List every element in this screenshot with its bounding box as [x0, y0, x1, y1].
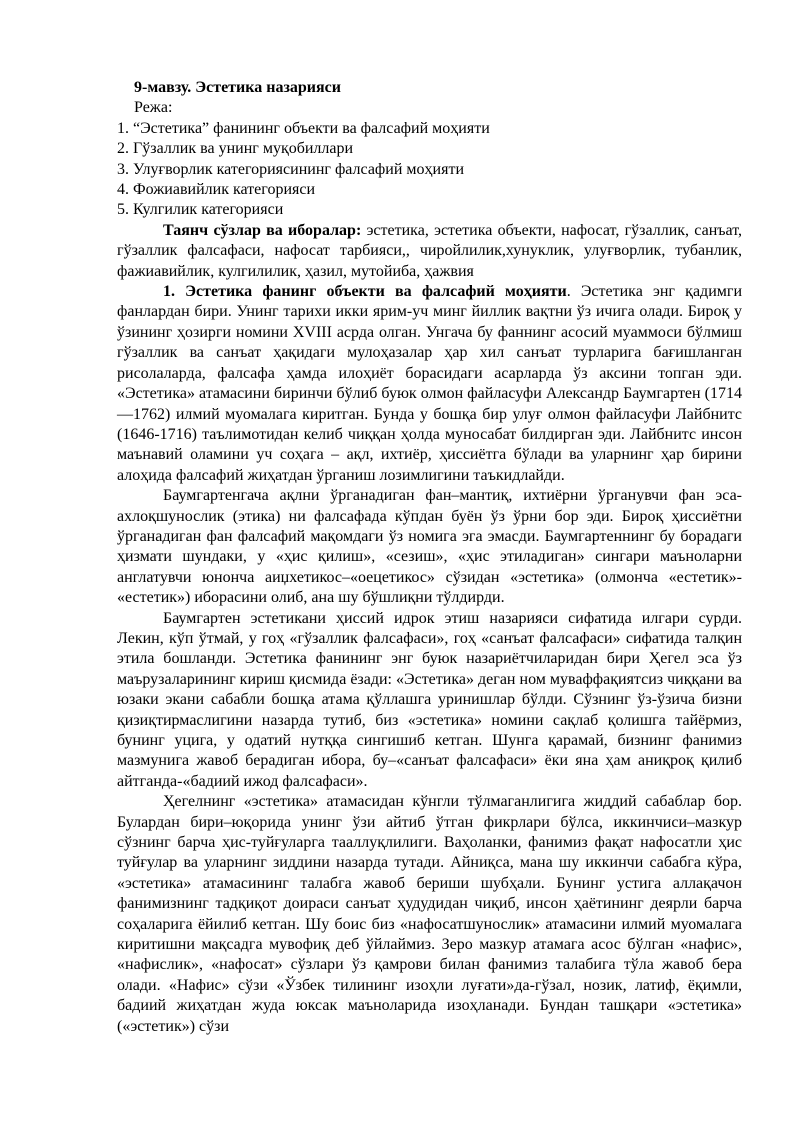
topic-title: 9-мавзу. Эстетика назарияси: [134, 79, 341, 96]
keywords-paragraph: [117, 221, 742, 282]
plan-item: 1. “Эстетика” фанининг объекти ва фалсафий моҳияти: [117, 119, 490, 137]
body-paragraph: Баумгартен эстетикани ҳиссий идрок этиш назарияси сифатида илгари сурди. Лекин, кўп ўтмай, у гоҳ «гўзаллик фалсафаси», гоҳ «санъат фалсафаси» сифатида талқин этила бошланди. Эстетика фанининг энг буюк назариётчиларидан бири Ҳегел эса ўз маърузаларининг кириш қисмида ёзади: «Эстетика» деган ном муваффақиятсиз чиққани ва юзаки экани сабабли бошқа атама қўллашга уринишлар бўлди. Сўзнинг ўз-ўзича бизни қизиқтирмаслигини назарда тутиб, биз «эстетика» номини сақлаб қолишга тайёрмиз, бунинг уцига, у одатий нутққа сингишиб кетган. Шунга қарамай, бизнинг фанимиз мазмунига жавоб берадиган ибора, бу–«санъат фалсафаси» ёки яна ҳам аниқроқ қилиб айтганда-«бадиий ижод фалсафаси».: [117, 609, 742, 790]
plan-item: 4. Фожиавийлик категорияси: [117, 181, 316, 199]
plan-item: 5. Кулгилик категорияси: [117, 201, 284, 219]
document-page: [117, 78, 742, 1037]
plan-list: [117, 119, 742, 221]
plan-label: Режа:: [134, 99, 173, 117]
section1-heading: 1. Эстетика фанинг объекти ва фалсафий моҳияти: [163, 283, 567, 301]
keywords-label: Таянч сўзлар ва иборалар:: [163, 221, 362, 239]
plan-item: 2. Гўзаллик ва унинг муқобиллари: [117, 140, 354, 158]
body-paragraph: Ҳегелнинг «эстетика» атамасидан кўнгли тўлмаганлигига жиддий сабаблар бор. Булардан бири–юқорида унинг ўзи айтиб ўтган фикрлари бўлса, иккинчиси–мазкур сўзнинг барча ҳис-туйғуларга тааллуқлилиги. Ваҳоланки, фанимиз фақат нафосатли ҳис туйғулар ва уларнинг зиддини назарда тутади. Айниқса, мана шу иккинчи сабабга кўра, «эстетика» атамасининг талабга жавоб бериши шубҳали. Бунинг устига аллақачон фанимизнинг тадқиқот доираси санъат ҳудудидан чиқиб, инсон ҳаётининг деярли барча соҳаларига ёйилиб кетган. Шу боис биз «нафосатшунослик» атамасини илмий муомалага киритишни мақсадга мувофиқ деб ўйлаймиз. Зеро мазкур атамага асос бўлган «нафис», «нафислик», «нафосат» сўзлари ўз қамрови билан фанимиз талабига тўла жавоб бера олади. «Нафис» сўзи «Ўзбек тилининг изоҳли луғати»да-гўзал, нозик, латиф, ёқимли, бадиий жиҳатдан жуда юксак маъноларида изоҳланади. Бундан ташқари «эстетика» («эстетик») сўзи: [117, 793, 742, 1035]
body-paragraph: Баумгартенгача ақлни ўрганадиган фан–мантиқ, ихтиёрни ўрганувчи фан эса-ахлоқшунослик (этика) ни фалсафада кўпдан буён ўз ўрни бор эди. Бироқ ҳиссиётни ўрганадиган фан фалсафий мақомдаги ўз номига эга эмасди. Баумгартеннинг бу борадаги ҳизмати шундаки, у «ҳис қилиш», «сезиш», «ҳис этиладиган» сингари маъноларни англатувчи юнонча аиџхетикос–«оецетикос» сўзидан «эстетика» (олмонча «естетик»- «естетик») иборасини олиб, ана шу бўшлиқни тўлдирди.: [117, 487, 742, 607]
section1-paragraph: [117, 282, 742, 486]
plan-item: 3. Улуғворлик категориясининг фалсафий моҳияти: [117, 160, 465, 178]
section1-text: . Эстетика энг қадимги фанлардан бири. Унинг тарихи икки ярим-уч минг йиллик вақтни ўз ичига олади. Бироқ у ўзининг ҳозирги номини XVIII асрда олган. Унгача бу фаннинг асосий муаммоси бўлмиш гўзаллик ва санъат ҳақидаги мулоҳазалар ҳар хил санъат турларига бағишланган рисолаларда, фалсафа ҳамда илоҳиёт борасидаги асарларда ўз аксини топган эди. «Эстетика» атамасини биринчи бўлиб буюк олмон файласуфи Александр Баумгартен (1714—1762) илмий муомалага киритган. Бунда у бошқа бир улуғ олмон файласуфи Лайбнитс (1646-1716) таълимотидан келиб чиққан ҳолда муносабат билдирган эди. Лайбнитс инсон маънавий оламини уч соҳага – ақл, ихтиёр, ҳиссиётга бўлади ва уларнинг ҳар бирини алоҳида фалсафий жиҳатдан ўрганиш лозимлигини таъкидлайди.: [117, 283, 743, 484]
keywords-text: эстетика, эстетика объекти, нафосат, гўзаллик, санъат, гўзаллик фалсафаси, нафосат тарбияси,, чиройлилик,хунуклик, улуғворлик, тубанлик, фажиавийлик, кулгилилик, ҳазил, мутойиба, ҳажвия: [117, 221, 743, 280]
